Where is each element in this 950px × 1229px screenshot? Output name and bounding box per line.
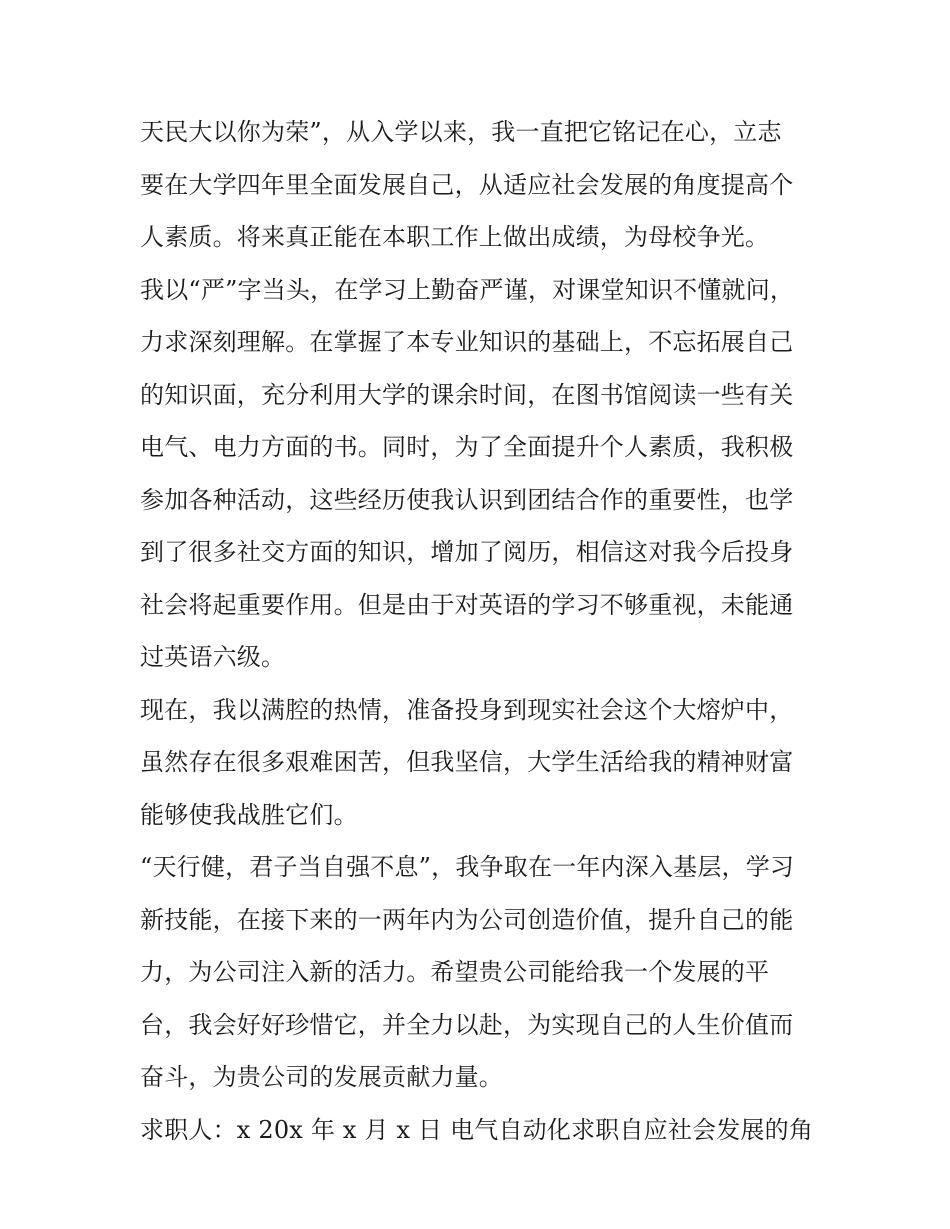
text-line: 现在，我以满腔的热情，准备投身到现实社会这个大熔炉中，	[140, 695, 794, 724]
text-line: 的知识面，充分利用大学的课余时间，在图书馆阅读一些有关	[140, 380, 794, 409]
text-line: 天民大以你为荣”，从入学以来，我一直把它铭记在心，立志	[140, 118, 782, 146]
text-line: 新技能，在接下来的一两年内为公司创造价值，提升自己的能	[140, 905, 794, 934]
text-line: 台，我会好好珍惜它，并全力以赴，为实现自己的人生价值而	[140, 1010, 794, 1039]
text-line: “天行健，君子当自强不息”，我争取在一年内深入基层，学习	[140, 853, 795, 881]
text-line: 社会将起重要作用。但是由于对英语的学习不够重视，未能通	[140, 590, 794, 619]
text-line: 过英语六级。	[140, 643, 286, 671]
text-line: 奋斗，为贵公司的发展贡献力量。	[140, 1063, 503, 1091]
signature-line: 求职人：x 20x 年 x 月 x 日 电气自动化求职自应社会发展的角	[140, 1115, 814, 1144]
text-line: 虽然存在很多艰难困苦，但我坚信，大学生活给我的精神财富	[140, 748, 794, 776]
text-line: 力求深刻理解。在掌握了本专业知识的基础上，不忘拓展自己	[140, 328, 794, 356]
text-line: 力，为公司注入新的活力。希望贵公司能给我一个发展的平	[140, 958, 770, 986]
text-line: 电气、电力方面的书。同时，为了全面提升个人素质，我积极	[140, 433, 794, 461]
document-body	[140, 106, 815, 1156]
text-line: 到了很多社交方面的知识，增加了阅历，相信这对我今后投身	[140, 538, 794, 566]
text-line: 参加各种活动，这些经历使我认识到团结合作的重要性，也学	[140, 485, 794, 514]
text-line: 能够使我战胜它们。	[140, 800, 358, 829]
text-line: 我以“严”字当头，在学习上勤奋严谨，对课堂知识不懂就问，	[140, 275, 795, 304]
text-line: 人素质。将来真正能在本职工作上做出成绩，为母校争光。	[140, 223, 770, 251]
text-line: 要在大学四年里全面发展自己，从适应社会发展的角度提高个	[140, 170, 794, 199]
